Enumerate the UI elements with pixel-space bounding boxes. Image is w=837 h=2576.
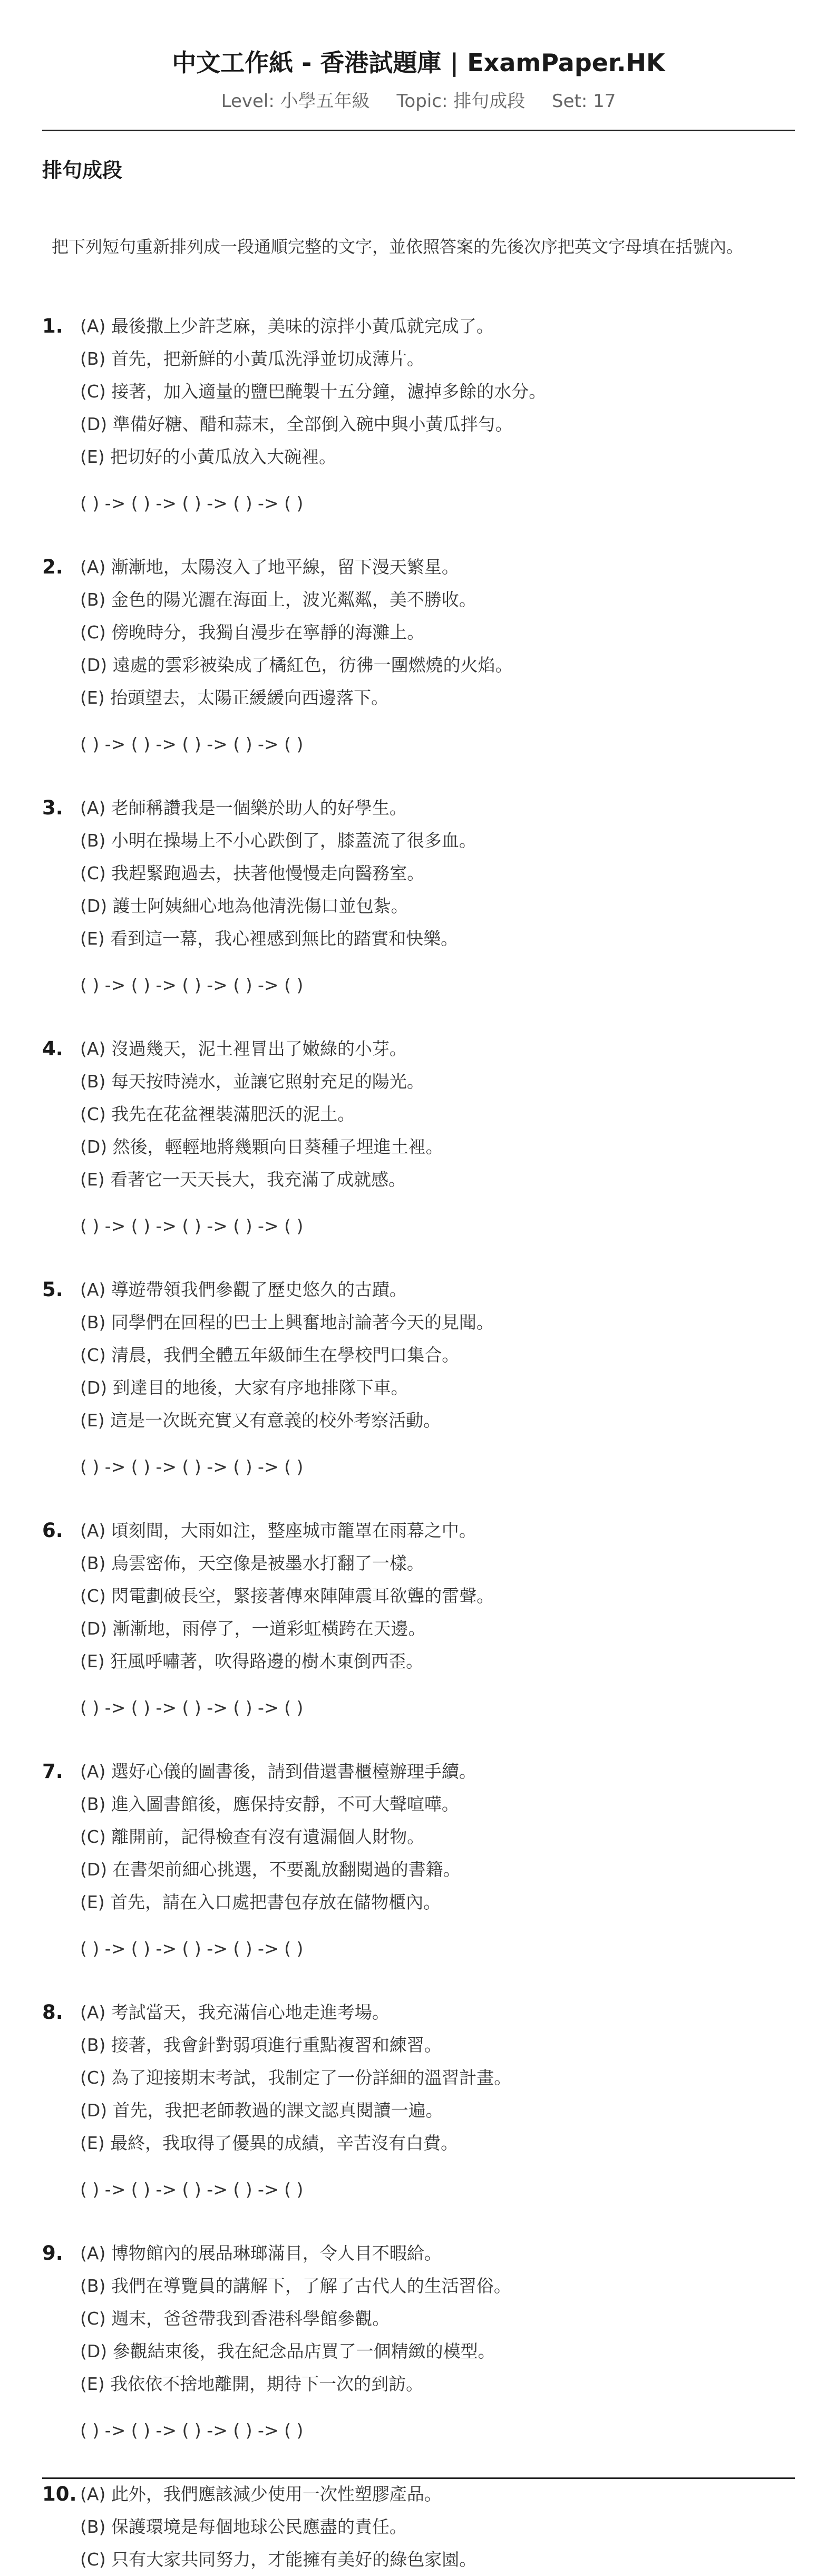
option-c: (C) 離開前，記得檢查有沒有遺漏個人財物。: [80, 1826, 425, 1847]
option-c: (C) 我先在花盆裡裝滿肥沃的泥土。: [80, 1104, 355, 1124]
option-d: (D) 準備好糖、醋和蒜末，全部倒入碗中與小黃瓜拌勻。: [80, 414, 513, 434]
instructions-text: 把下列短句重新排列成一段通順完整的文字，並依照答案的先後次序把英文字母填在括號內。: [52, 237, 744, 257]
topic-label: Topic: 排句成段: [396, 91, 525, 112]
option-d: (D) 漸漸地，雨停了，一道彩虹橫跨在天邊。: [80, 1618, 426, 1639]
question-number: 7.: [42, 1760, 63, 1783]
option-b: (B) 金色的陽光灑在海面上，波光粼粼，美不勝收。: [80, 589, 476, 610]
answer-blanks[interactable]: ( ) -> ( ) -> ( ) -> ( ) -> ( ): [80, 734, 304, 754]
option-a: (A) 老師稱讚我是一個樂於助人的好學生。: [80, 798, 407, 818]
option-a: (A) 頃刻間，大雨如注，整座城市籠罩在雨幕之中。: [80, 1520, 476, 1541]
option-e: (E) 抬頭望去，太陽正緩緩向西邊落下。: [80, 687, 389, 708]
question-number: 4.: [42, 1037, 63, 1060]
option-e: (E) 這是一次既充實又有意義的校外考察活動。: [80, 1410, 441, 1431]
set-label: Set: 17: [552, 91, 616, 112]
option-c: (C) 接著，加入適量的鹽巴醃製十五分鐘，濾掉多餘的水分。: [80, 381, 547, 402]
option-c: (C) 閃電劃破長空，緊接著傳來陣陣震耳欲聾的雷聲。: [80, 1586, 494, 1606]
option-e: (E) 首先，請在入口處把書包存放在儲物櫃內。: [80, 1892, 441, 1912]
question-options: [80, 1514, 797, 1678]
option-d: (D) 遠處的雲彩被染成了橘紅色，彷彿一團燃燒的火焰。: [80, 655, 513, 675]
option-b: (B) 進入圖書館後，應保持安靜，不可大聲喧嘩。: [80, 1794, 459, 1814]
page-header: [42, 0, 795, 132]
option-c: (C) 傍晚時分，我獨自漫步在寧靜的海灘上。: [80, 622, 425, 643]
option-a: (A) 沒過幾天，泥土裡冒出了嫩綠的小芽。: [80, 1038, 407, 1059]
answer-blanks[interactable]: ( ) -> ( ) -> ( ) -> ( ) -> ( ): [80, 493, 304, 513]
question-number: 10.: [42, 2483, 77, 2505]
option-e: (E) 最終，我取得了優異的成績，辛苦沒有白費。: [80, 2133, 459, 2153]
option-a: (A) 此外，我們應該減少使用一次性塑膠產品。: [80, 2484, 442, 2504]
header-divider: [42, 130, 795, 131]
page-title: 中文工作紙 - 香港試題庫 | ExamPaper.HK: [172, 48, 665, 77]
option-a: (A) 漸漸地，太陽沒入了地平線，留下漫天繁星。: [80, 557, 459, 577]
answer-blanks[interactable]: ( ) -> ( ) -> ( ) -> ( ) -> ( ): [80, 1938, 304, 1959]
question-options: [80, 1755, 797, 1919]
question-options: [80, 2237, 797, 2400]
option-e: (E) 我依依不捨地離開，期待下一次的到訪。: [80, 2374, 424, 2394]
question-options: [80, 1033, 797, 1196]
question-options: [80, 792, 797, 955]
option-e: (E) 狂風呼嘯著，吹得路邊的樹木東倒西歪。: [80, 1651, 424, 1671]
question-number: 6.: [42, 1519, 63, 1542]
question-number: 8.: [42, 2001, 63, 2024]
option-e: (E) 看到這一幕，我心裡感到無比的踏實和快樂。: [80, 928, 459, 949]
answer-blanks[interactable]: ( ) -> ( ) -> ( ) -> ( ) -> ( ): [80, 2179, 304, 2200]
question-options: [80, 310, 797, 473]
option-b: (B) 烏雲密佈，天空像是被墨水打翻了一樣。: [80, 1553, 424, 1573]
question-number: 1.: [42, 315, 63, 337]
option-a: (A) 導遊帶領我們參觀了歷史悠久的古蹟。: [80, 1279, 407, 1300]
option-d: (D) 然後，輕輕地將幾顆向日葵種子埋進土裡。: [80, 1136, 443, 1157]
option-b: (B) 每天按時澆水，並讓它照射充足的陽光。: [80, 1071, 424, 1092]
option-b: (B) 首先，把新鮮的小黃瓜洗淨並切成薄片。: [80, 348, 424, 369]
option-b: (B) 保護環境是每個地球公民應盡的責任。: [80, 2516, 407, 2537]
question-number: 9.: [42, 2242, 63, 2264]
question-options: [80, 2478, 797, 2576]
worksheet-meta: [42, 90, 795, 113]
option-a: (A) 博物館內的展品琳瑯滿目，令人目不暇給。: [80, 2243, 442, 2263]
option-c: (C) 為了迎接期末考試，我制定了一份詳細的溫習計畫。: [80, 2067, 512, 2088]
option-e: (E) 把切好的小黃瓜放入大碗裡。: [80, 446, 337, 467]
answer-blanks[interactable]: ( ) -> ( ) -> ( ) -> ( ) -> ( ): [80, 1456, 304, 1477]
question-options: [80, 551, 797, 714]
option-c: (C) 我趕緊跑過去，扶著他慢慢走向醫務室。: [80, 863, 425, 883]
question-number: 3.: [42, 796, 63, 819]
level-label: Level: 小學五年級: [221, 91, 370, 112]
answer-blanks[interactable]: ( ) -> ( ) -> ( ) -> ( ) -> ( ): [80, 1697, 304, 1718]
question-number: 5.: [42, 1278, 63, 1301]
option-c: (C) 清晨，我們全體五年級師生在學校門口集合。: [80, 1345, 460, 1365]
option-e: (E) 看著它一天天長大，我充滿了成就感。: [80, 1169, 406, 1190]
option-b: (B) 我們在導覽員的講解下，了解了古代人的生活習俗。: [80, 2276, 511, 2296]
option-a: (A) 選好心儀的圖書後，請到借還書櫃檯辦理手續。: [80, 1761, 476, 1782]
question-options: [80, 1274, 797, 1437]
question-options: [80, 1996, 797, 2160]
answer-blanks[interactable]: ( ) -> ( ) -> ( ) -> ( ) -> ( ): [80, 2420, 304, 2441]
question-number: 2.: [42, 556, 63, 578]
option-b: (B) 接著，我會針對弱項進行重點複習和練習。: [80, 2035, 442, 2055]
option-b: (B) 同學們在回程的巴士上興奮地討論著今天的見聞。: [80, 1312, 494, 1333]
option-b: (B) 小明在操場上不小心跌倒了，膝蓋流了很多血。: [80, 830, 476, 851]
option-d: (D) 首先，我把老師教過的課文認真閱讀一遍。: [80, 2100, 443, 2121]
option-d: (D) 到達目的地後，大家有序地排隊下車。: [80, 1377, 408, 1398]
answer-blanks[interactable]: ( ) -> ( ) -> ( ) -> ( ) -> ( ): [80, 975, 304, 995]
option-a: (A) 考試當天，我充滿信心地走進考場。: [80, 2002, 390, 2023]
section-title: 排句成段: [42, 159, 123, 182]
option-c: (C) 週末，爸爸帶我到香港科學館參觀。: [80, 2308, 390, 2329]
option-d: (D) 參觀結束後，我在紀念品店買了一個精緻的模型。: [80, 2341, 495, 2361]
option-c: (C) 只有大家共同努力，才能擁有美好的綠色家園。: [80, 2549, 477, 2570]
answer-blanks[interactable]: ( ) -> ( ) -> ( ) -> ( ) -> ( ): [80, 1216, 304, 1236]
option-d: (D) 在書架前細心挑選，不要亂放翻閱過的書籍。: [80, 1859, 461, 1880]
option-a: (A) 最後撒上少許芝麻，美味的涼拌小黃瓜就完成了。: [80, 316, 494, 336]
option-d: (D) 護士阿姨細心地為他清洗傷口並包紮。: [80, 896, 408, 916]
